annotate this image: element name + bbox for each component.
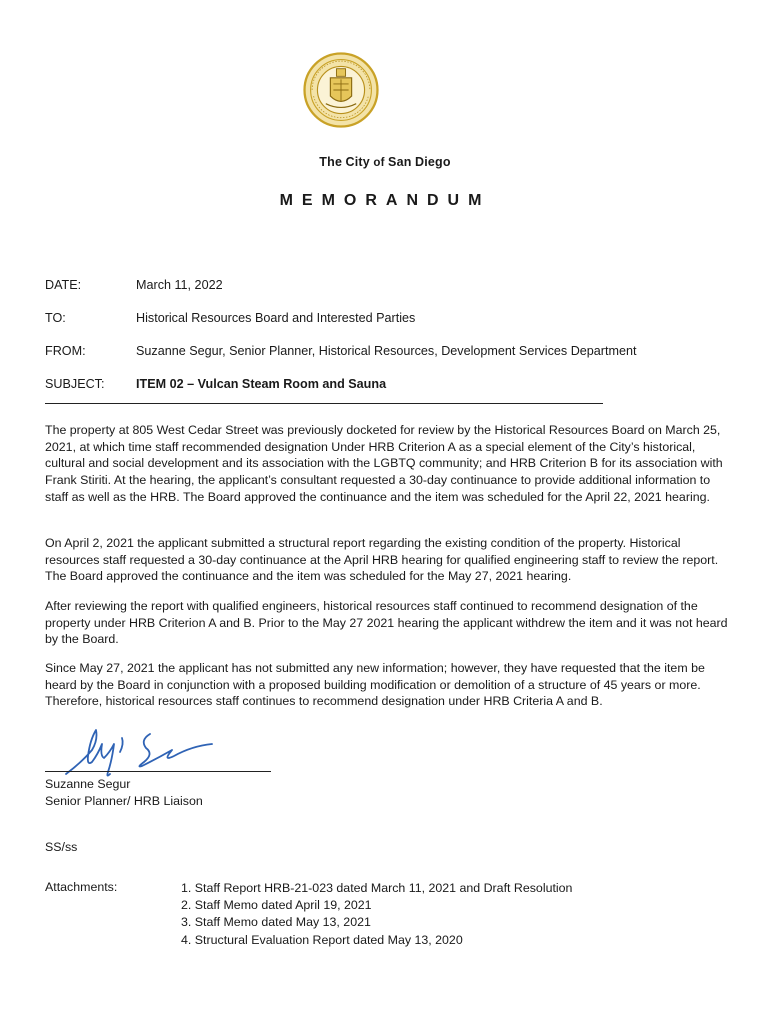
- body-paragraph-2: On April 2, 2021 the applicant submitted a structural report regarding the existing condition of the property. Historical resources staff requested a 30-day continuance at the April HRB hearing for qualified engineering staff to review the report. The Board approved the continuance and the item was scheduled for the May 27, 2021 hearing.: [45, 536, 719, 584]
- signer-title: Senior Planner/ HRB Liaison: [45, 794, 203, 808]
- body-paragraph-4: Since May 27, 2021 the applicant has not submitted any new information; however, they have requested that the item be heard by the Board in conjunction with a proposed building modification or demolition of a structure of 45 years or more. Therefore, historical resources staff continues to recommend designation under HRB Criteria A and B.: [45, 661, 705, 709]
- attachment-item: 2. Staff Memo dated April 19, 2021: [181, 898, 372, 913]
- body-paragraph-1: The property at 805 West Cedar Street was previously docketed for review by the Historical Resources Board on March 25, 2021, at which time staff recommended designation Under HRB Criterion A as a special element of the City’s historical, cultural and social development and its association with the LGBTQ community; and HRB Criterion B for its association with Frank Stiriti. At the hearing, the applicant’s consultant requested a 30-day continuance to provide additional information to staff as well as the HRB. The Board approved the continuance and the item was scheduled for the April 22, 2021 hearing.: [45, 423, 723, 504]
- attachment-item: 3. Staff Memo dated May 13, 2021: [181, 915, 371, 930]
- subject-label: SUBJECT:: [45, 377, 105, 391]
- initials: SS/ss: [45, 840, 78, 854]
- to-value: Historical Resources Board and Interested Parties: [136, 311, 416, 325]
- from-label: FROM:: [45, 344, 86, 358]
- date-value: March 11, 2022: [136, 278, 223, 292]
- attachments-list: [181, 880, 572, 949]
- signer-name: Suzanne Segur: [45, 777, 131, 791]
- memorandum-title: MEMORANDUM: [279, 192, 491, 209]
- header-divider: [45, 403, 603, 404]
- from-value: Suzanne Segur, Senior Planner, Historical Resources, Development Services Department: [136, 344, 637, 358]
- attachment-item: 4. Structural Evaluation Report dated May 13, 2020: [181, 932, 463, 947]
- attachment-item: 1. Staff Report HRB-21-023 dated March 11, 2021 and Draft Resolution: [181, 881, 573, 895]
- body-paragraph-3: After reviewing the report with qualified engineers, historical resources staff continued to recommend designation of the property under HRB Criterion A and B. Prior to the May 27 2021 hearing the applicant withdrew the item and it was not heard by the Board.: [45, 599, 728, 647]
- subject-value: ITEM 02 – Vulcan Steam Room and Sauna: [136, 377, 387, 391]
- to-label: TO:: [45, 311, 66, 325]
- city-seal-logo: [303, 52, 379, 128]
- city-name-heading: The City of San Diego: [319, 155, 451, 169]
- date-label: DATE:: [45, 278, 82, 292]
- attachments-label: Attachments:: [45, 880, 118, 894]
- signature-line: [45, 771, 271, 772]
